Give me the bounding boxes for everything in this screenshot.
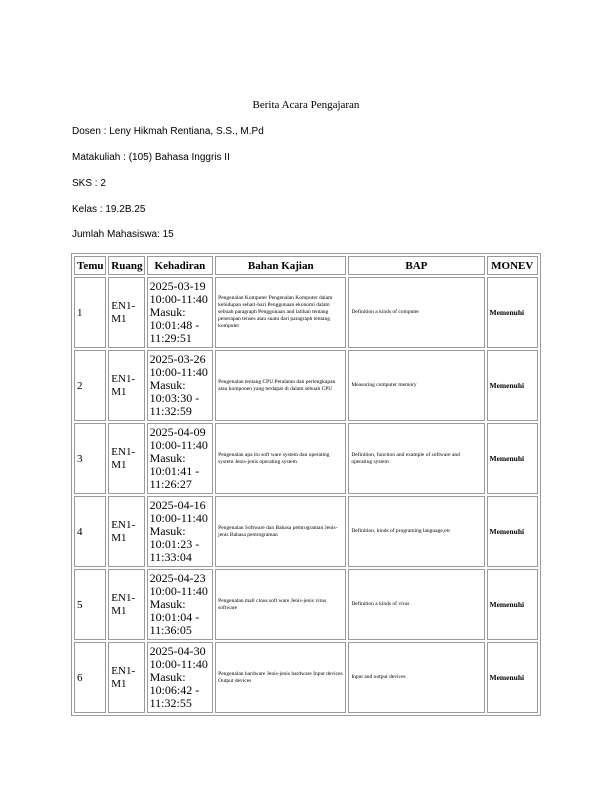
kehadiran-label: Masuk: — [149, 670, 186, 684]
cell-kehadiran — [147, 277, 214, 348]
course-line: Matakuliah : (105) Bahasa Inggris II — [72, 152, 230, 163]
cell-bap: Definition, kinds of programing language,etc — [348, 496, 484, 567]
cell-temu: 1 — [74, 277, 106, 348]
cell-bahan-kajian: Pengenalan hardware Jenis-jenis hardware Input devices Output devices — [215, 642, 346, 713]
kehadiran-label: Masuk: — [149, 451, 186, 465]
cell-ruang: EN1-M1 — [108, 642, 144, 713]
cell-monev: Memenuhi — [487, 569, 539, 640]
table-row — [74, 277, 538, 348]
kehadiran-out: 11:26:27 — [149, 477, 192, 491]
cell-kehadiran — [147, 496, 214, 567]
cell-kehadiran — [147, 642, 214, 713]
table-row — [74, 569, 538, 640]
kehadiran-time: 10:00-11:40 — [149, 438, 208, 452]
header-bap: BAP — [348, 256, 484, 275]
cell-ruang: EN1-M1 — [108, 496, 144, 567]
kehadiran-date: 2025-04-23 — [149, 571, 206, 585]
cell-temu: 2 — [74, 350, 106, 421]
kehadiran-date: 2025-04-09 — [149, 425, 206, 439]
teaching-record-table — [71, 253, 541, 716]
cell-kehadiran — [147, 423, 214, 494]
kehadiran-date: 2025-03-26 — [149, 352, 206, 366]
kehadiran-out: 11:33:04 — [149, 550, 192, 564]
kehadiran-in: 10:01:04 - — [149, 610, 200, 624]
kehadiran-in: 10:06:42 - — [149, 683, 200, 697]
table-row — [74, 642, 538, 713]
kehadiran-date: 2025-04-16 — [149, 498, 206, 512]
kehadiran-label: Masuk: — [149, 378, 186, 392]
cell-ruang: EN1-M1 — [108, 423, 144, 494]
cell-ruang: EN1-M1 — [108, 569, 144, 640]
header-monev: MONEV — [487, 256, 539, 275]
kehadiran-label: Masuk: — [149, 524, 186, 538]
header-temu: Temu — [74, 256, 106, 275]
kehadiran-time: 10:00-11:40 — [149, 365, 208, 379]
table-row — [74, 350, 538, 421]
header-bahan-kajian: Bahan Kajian — [215, 256, 346, 275]
page-title: Berita Acara Pengajaran — [252, 99, 360, 111]
header-kehadiran: Kehadiran — [147, 256, 214, 275]
cell-temu: 3 — [74, 423, 106, 494]
kehadiran-out: 11:36:05 — [149, 623, 192, 637]
cell-bap: Input and output devices — [348, 642, 484, 713]
table-header-row — [74, 256, 538, 275]
kehadiran-date: 2025-04-30 — [149, 644, 206, 658]
kehadiran-out: 11:32:55 — [149, 696, 192, 710]
cell-temu: 4 — [74, 496, 106, 567]
cell-bahan-kajian: Pengenalan apa itu soft ware system dan operating system Jenis-jenis operating system — [215, 423, 346, 494]
table-row — [74, 423, 538, 494]
header-ruang: Ruang — [108, 256, 144, 275]
kehadiran-out: 11:32:59 — [149, 404, 192, 418]
cell-bahan-kajian: Pengenalan Software dan Bahasa pemrograman Jenis-jenis Bahasa pemrograman — [215, 496, 346, 567]
cell-monev: Memenuhi — [487, 277, 539, 348]
cell-kehadiran — [147, 350, 214, 421]
lecturer-line: Dosen : Leny Hikmah Rentiana, S.S., M.Pd — [72, 126, 264, 137]
cell-bap: Definition a kinds of virus — [348, 569, 484, 640]
cell-monev: Memenuhi — [487, 350, 539, 421]
cell-temu: 5 — [74, 569, 106, 640]
cell-bap: Definition, function and example of software and operating system — [348, 423, 484, 494]
cell-ruang: EN1-M1 — [108, 350, 144, 421]
kehadiran-out: 11:29:51 — [149, 331, 192, 345]
kehadiran-time: 10:00-11:40 — [149, 657, 208, 671]
kehadiran-in: 10:01:23 - — [149, 537, 200, 551]
cell-monev: Memenuhi — [487, 423, 539, 494]
cell-ruang: EN1-M1 — [108, 277, 144, 348]
kehadiran-time: 10:00-11:40 — [149, 292, 208, 306]
kehadiran-in: 10:03:30 - — [149, 391, 200, 405]
student-count-line: Jumlah Mahasiswa: 15 — [72, 229, 174, 240]
kehadiran-date: 2025-03-19 — [149, 279, 206, 293]
cell-temu: 6 — [74, 642, 106, 713]
cell-monev: Memenuhi — [487, 642, 539, 713]
class-line: Kelas : 19.2B.25 — [72, 204, 146, 215]
cell-bahan-kajian: Pengenalan Komputer Pengenalan Komputer dalam kehidupan sehari-hari Penggunaan ekonomi dalam sebuah paragraph Penggunaan and latihan tentang penerapan tenses atau suatu dari paragraph tentang komputer — [215, 277, 346, 348]
cell-bap: Measuring computer memory — [348, 350, 484, 421]
kehadiran-label: Masuk: — [149, 597, 186, 611]
cell-kehadiran — [147, 569, 214, 640]
kehadiran-in: 10:01:48 - — [149, 318, 200, 332]
kehadiran-in: 10:01:41 - — [149, 464, 200, 478]
cell-bap: Definition a kinds of computer — [348, 277, 484, 348]
cell-bahan-kajian: Pengenalan tentang CPU Peralatan dan perlengkapan atau komponen yang terdapat di dalam sebuah CPU — [215, 350, 346, 421]
kehadiran-time: 10:00-11:40 — [149, 511, 208, 525]
kehadiran-label: Masuk: — [149, 305, 186, 319]
table-row — [74, 496, 538, 567]
credits-line: SKS : 2 — [72, 178, 106, 189]
cell-monev: Memenuhi — [487, 496, 539, 567]
cell-bahan-kajian: Pengenalan mall clous soft ware Jenis-jenis virus software — [215, 569, 346, 640]
kehadiran-time: 10:00-11:40 — [149, 584, 208, 598]
